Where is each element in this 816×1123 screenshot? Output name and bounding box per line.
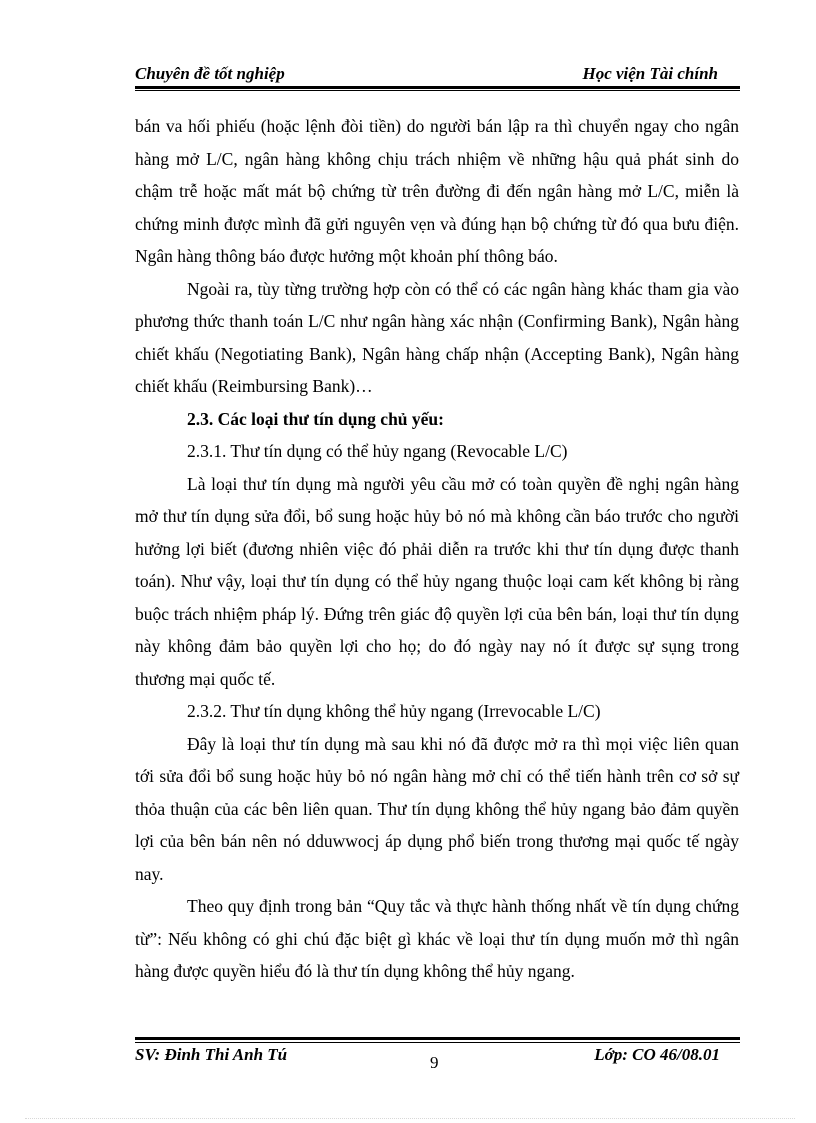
header-rule-thick bbox=[135, 86, 740, 89]
section-heading: 2.3. Các loại thư tín dụng chủ yếu: bbox=[187, 408, 444, 429]
header-institution: Học viện Tài chính bbox=[582, 64, 718, 83]
page-footer bbox=[135, 1045, 740, 1075]
footer-rule-thin bbox=[135, 1042, 740, 1043]
paragraph-irrevocable: Đây là loại thư tín dụng mà sau khi nó đã được mở ra thì mọi việc liên quan tới sửa đổi bổ sung hoặc hủy bỏ nó ngân hàng mở chỉ có thể tiến hành trên cơ sở sự thỏa thuận của các bên liên quan. Thư tín dụng không thể hủy ngang bảo đảm quyền lợi của bên bán nên nó dduwwocj áp dụng phổ biến trong thương mại quốc tế ngày nay. bbox=[135, 733, 739, 884]
paragraph-other-banks: Ngoài ra, tùy từng trường hợp còn có thể có các ngân hàng khác tham gia vào phương thức thanh toán L/C như ngân hàng xác nhận (Confirming Bank), Ngân hàng chiết khấu (Negotiating Bank), Ngân hàng chấp nhận (Accepting Bank), Ngân hàng chiết khấu (Reimbursing Bank)… bbox=[135, 278, 739, 396]
paragraph-continuation: bán va hối phiếu (hoặc lệnh đòi tiền) do người bán lập ra thì chuyển ngay cho ngân hàng mở L/C, ngân hàng không chịu trách nhiệm về những hậu quả phát sinh do chậm trễ hoặc mất mát bộ chứng từ trên đường đi đến ngân hàng mở L/C, miễn là chứng minh được mình đã gửi nguyên vẹn và đúng hạn bộ chứng từ đó qua bưu điện. Ngân hàng thông báo được hưởng một khoản phí thông báo. bbox=[135, 116, 739, 266]
subsection-heading-irrevocable: 2.3.2. Thư tín dụng không thể hủy ngang (Irrevocable L/C) bbox=[187, 701, 601, 721]
footer-rule-thick bbox=[135, 1037, 740, 1040]
header-document-type: Chuyên đề tốt nghiệp bbox=[135, 64, 285, 83]
page-edge-dotted-line bbox=[25, 1118, 795, 1119]
paragraph-ucp-rule: Theo quy định trong bản “Quy tắc và thực hành thống nhất về tín dụng chứng từ”: Nếu không có ghi chú đặc biệt gì khác về loại thư tín dụng muốn mở thì ngân hàng được quyền hiểu đó là thư tín dụng không thể hủy ngang. bbox=[135, 896, 739, 981]
page-body bbox=[135, 110, 739, 988]
paragraph-revocable: Là loại thư tín dụng mà người yêu cầu mở có toàn quyền đề nghị ngân hàng mở thư tín dụng sửa đổi, bổ sung hoặc hủy bỏ nó mà không cần báo trước cho người hưởng lợi biết (đương nhiên việc đó phải diễn ra trước khi thư tín dụng được thanh toán). Như vậy, loại thư tín dụng có thể hủy ngang thuộc loại cam kết không bị ràng buộc trách nhiệm pháp lý. Đứng trên giác độ quyền lợi của bên bán, loại thư tín dụng này không đảm bảo quyền lợi cho họ; do đó ngày nay nó ít được sự sụng trong thương mại quốc tế. bbox=[135, 473, 739, 689]
footer-class-code: Lớp: CO 46/08.01 bbox=[594, 1045, 720, 1064]
subsection-heading-revocable: 2.3.1. Thư tín dụng có thể hủy ngang (Revocable L/C) bbox=[187, 441, 568, 461]
header-rule-thin bbox=[135, 90, 740, 91]
page-header bbox=[135, 62, 740, 88]
page-number: 9 bbox=[430, 1053, 439, 1072]
footer-student-name: SV: Đinh Thi Anh Tú bbox=[135, 1045, 288, 1064]
